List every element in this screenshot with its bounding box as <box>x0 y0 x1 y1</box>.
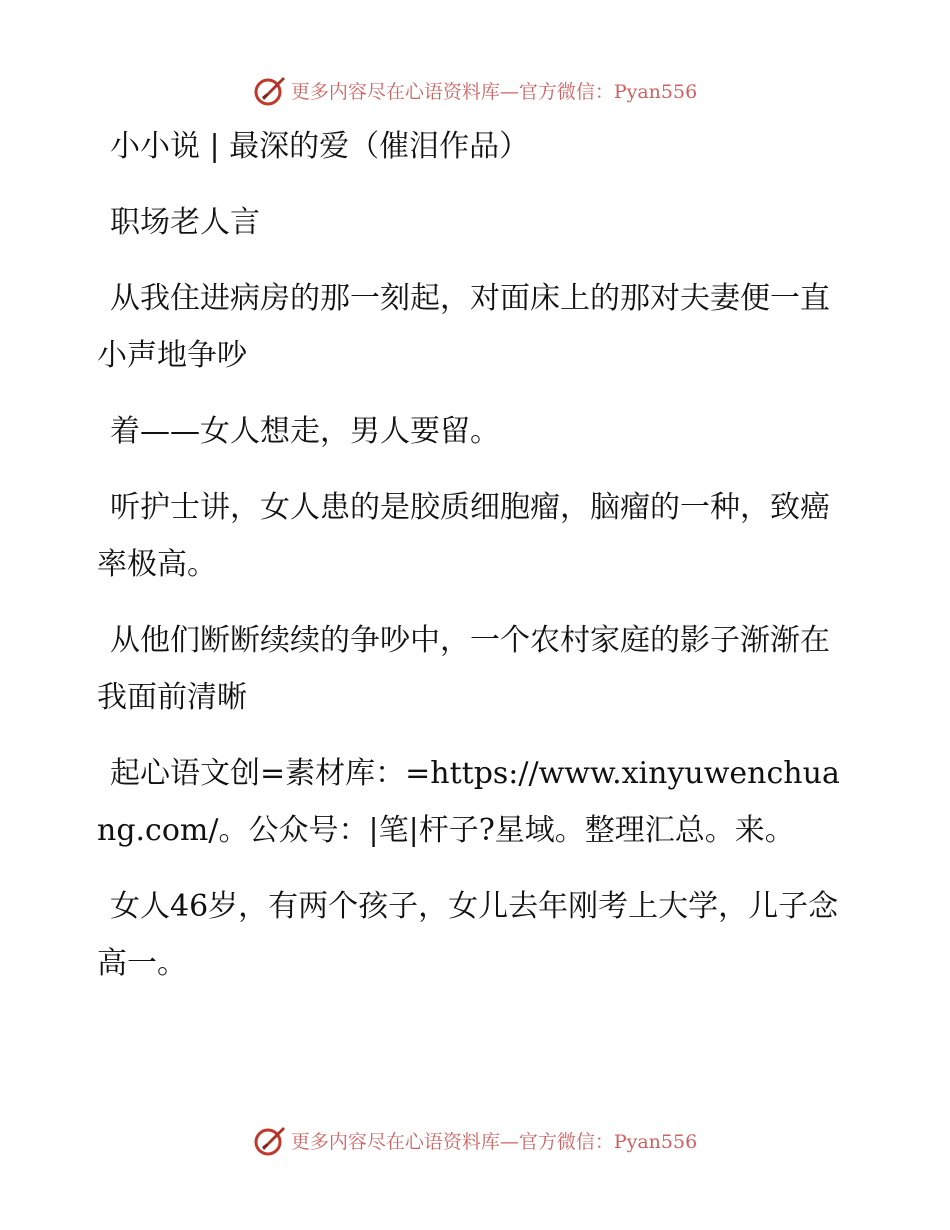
header-banner <box>0 70 950 110</box>
paragraph: 听护士讲，女人患的是胶质细胞瘤，脑瘤的一种，致癌率极高。 <box>97 490 830 582</box>
pen-nib-logo-icon <box>253 73 287 107</box>
paragraph: 女人46岁，有两个孩子，女儿去年刚考上大学，儿子念高一。 <box>97 889 839 981</box>
paragraph: 着——女人想走，男人要留。 <box>110 414 500 449</box>
footer-banner-text: 更多内容尽在心语资料库—官方微信：Pyan556 <box>290 1130 698 1153</box>
paragraph: 从他们断断续续的争吵中，一个农村家庭的影子渐渐在我面前清晰 <box>97 623 830 715</box>
document-body <box>97 118 857 1011</box>
document-title: 小小说 | 最深的爱（催泪作品） <box>110 129 530 164</box>
pen-nib-logo-icon <box>253 1123 287 1157</box>
document-source: 职场老人言 <box>110 205 260 240</box>
header-banner-text: 更多内容尽在心语资料库—官方微信：Pyan556 <box>290 80 698 103</box>
paragraph-source-note: 起心语文创=素材库：=https://www.xinyuwenchuang.com/。公众号：|笔|杆子?星域。整理汇总。来。 <box>97 756 840 848</box>
paragraph: 从我住进病房的那一刻起，对面床上的那对夫妻便一直小声地争吵 <box>97 281 830 373</box>
footer-banner <box>0 1120 950 1160</box>
